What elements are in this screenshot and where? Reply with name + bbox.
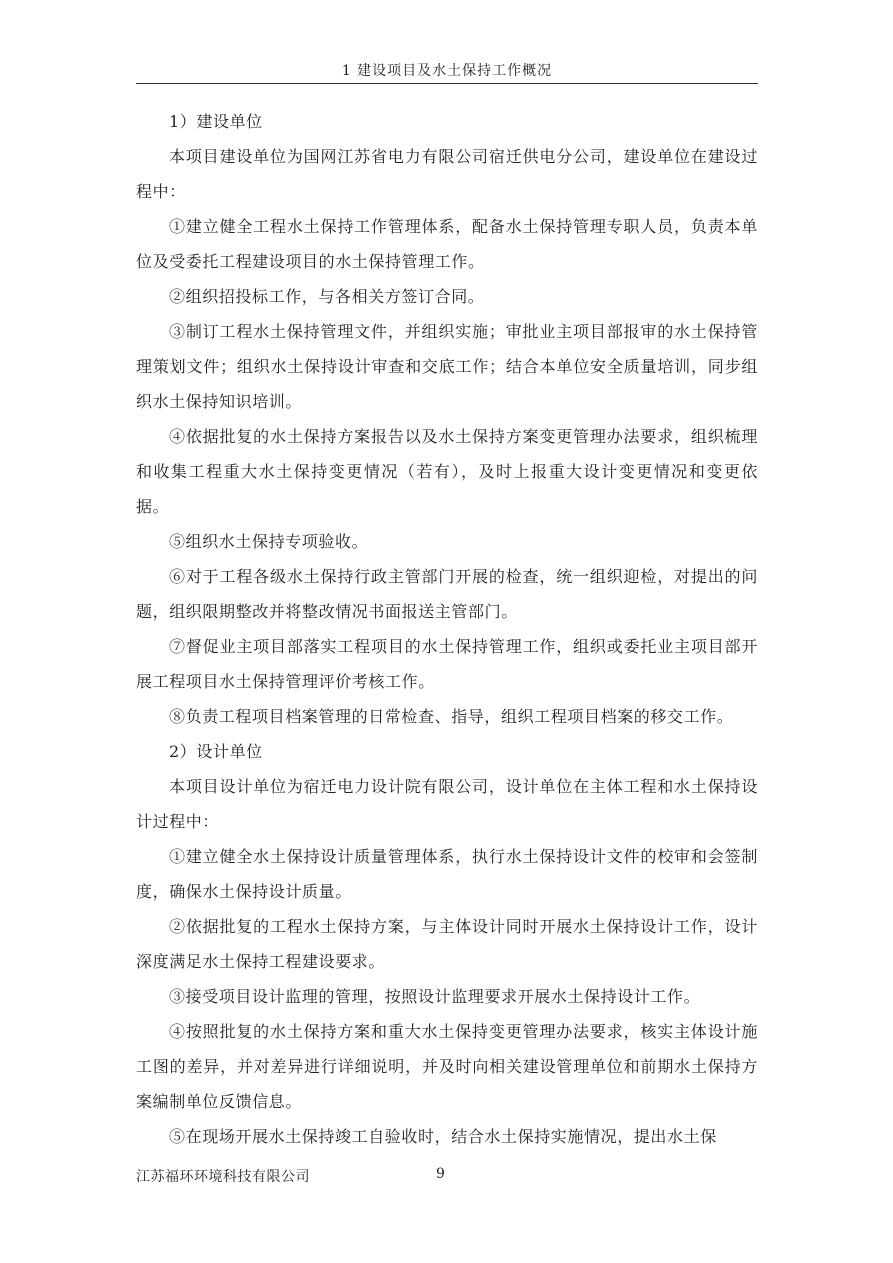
page-number: 9 xyxy=(436,1166,445,1182)
heading-construction-unit: 1）建设单位 xyxy=(169,112,263,131)
paragraph: ③接受项目设计监理的管理，按照设计监理要求开展水土保持设计工作。 xyxy=(169,987,701,1006)
paragraph: ①建立健全工程水土保持工作管理体系，配备水土保持管理专职人员，负责本单位及受委托工程建设项目的水土保持管理工作。 xyxy=(136,217,758,271)
paragraph: ②依据批复的工程水土保持方案，与主体设计同时开展水土保持设计工作，设计深度满足水土保持工程建设要求。 xyxy=(136,917,758,971)
paragraph: ⑦督促业主项目部落实工程项目的水土保持管理工作，组织或委托业主项目部开展工程项目水土保持管理评价考核工作。 xyxy=(136,637,758,691)
body-text xyxy=(136,104,758,1154)
paragraph: ②组织招投标工作，与各相关方签订合同。 xyxy=(169,287,485,306)
paragraph: ⑧负责工程项目档案管理的日常检查、指导，组织工程项目档案的移交工作。 xyxy=(169,707,734,726)
page-header-title: 1 建设项目及水土保持工作概况 xyxy=(341,63,553,79)
paragraph: ④依据批复的水土保持方案报告以及水土保持方案变更管理办法要求，组织梳理和收集工程重大水土保持变更情况（若有），及时上报重大设计变更情况和变更依据。 xyxy=(136,427,758,516)
header-divider xyxy=(136,83,758,84)
paragraph: 本项目设计单位为宿迁电力设计院有限公司，设计单位在主体工程和水土保持设计过程中： xyxy=(136,777,758,831)
footer-company-name: 江苏福环环境科技有限公司 xyxy=(136,1169,310,1185)
heading-design-unit: 2）设计单位 xyxy=(169,742,263,761)
paragraph: ⑤组织水土保持专项验收。 xyxy=(169,532,369,551)
paragraph: ③制订工程水土保持管理文件，并组织实施；审批业主项目部报审的水土保持管理策划文件；组织水土保持设计审查和交底工作；结合本单位安全质量培训，同步组织水土保持知识培训。 xyxy=(136,322,758,411)
paragraph: ④按照批复的水土保持方案和重大水土保持变更管理办法要求，核实主体设计施工图的差异，并对差异进行详细说明，并及时向相关建设管理单位和前期水土保持方案编制单位反馈信息。 xyxy=(136,1022,758,1111)
paragraph: ⑥对于工程各级水土保持行政主管部门开展的检查，统一组织迎检，对提出的问题，组织限期整改并将整改情况书面报送主管部门。 xyxy=(136,567,758,621)
paragraph: 本项目建设单位为国网江苏省电力有限公司宿迁供电分公司，建设单位在建设过程中： xyxy=(136,147,758,201)
paragraph: ⑤在现场开展水土保持竣工自验收时，结合水土保持实施情况，提出水土保 xyxy=(169,1127,717,1146)
paragraph: ①建立健全水土保持设计质量管理体系，执行水土保持设计文件的校审和会签制度，确保水土保持设计质量。 xyxy=(136,847,758,901)
